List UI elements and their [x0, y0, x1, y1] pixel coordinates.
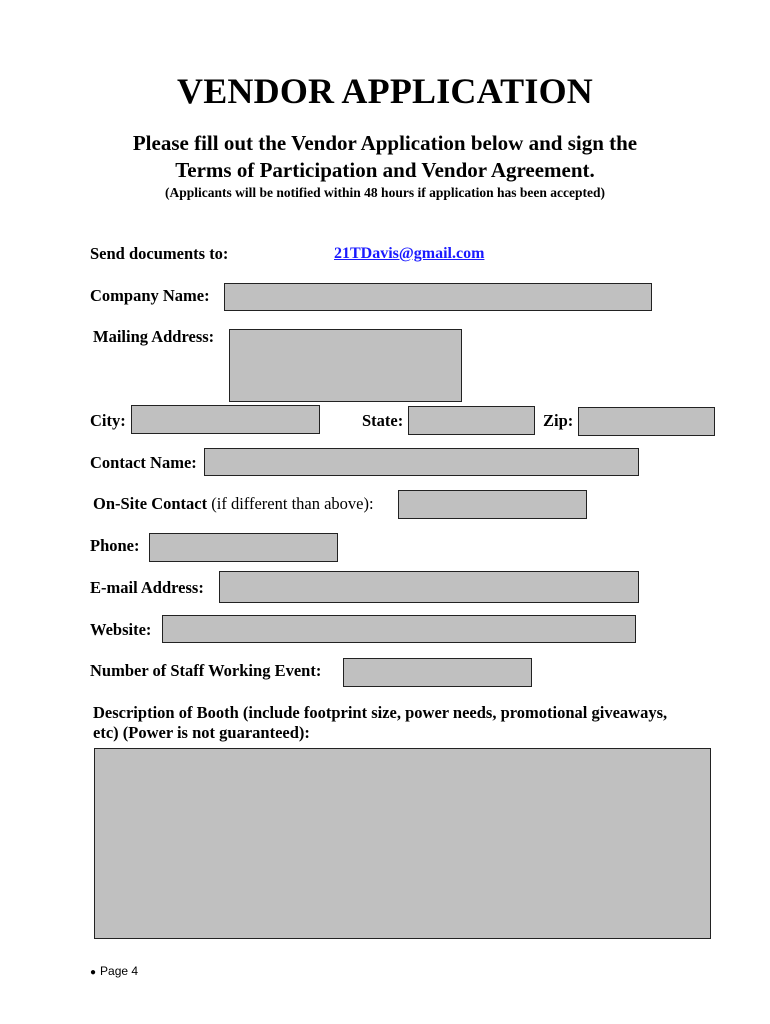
city-field[interactable]: [131, 405, 320, 434]
send-email-link[interactable]: 21TDavis@gmail.com: [334, 245, 485, 262]
onsite-contact-label-main: On-Site Contact: [93, 494, 208, 513]
onsite-contact-field[interactable]: [398, 490, 587, 519]
page-number: Page 4: [100, 964, 139, 978]
website-label: Website:: [90, 620, 152, 639]
onsite-contact-label: [93, 494, 374, 514]
staff-count-label: Number of Staff Working Event:: [90, 661, 322, 680]
company-name-label: Company Name:: [90, 286, 210, 305]
send-documents-label: Send documents to:: [90, 244, 229, 263]
mailing-address-label: Mailing Address:: [93, 327, 215, 346]
email-field[interactable]: [219, 571, 639, 603]
website-field[interactable]: [162, 615, 636, 643]
phone-field[interactable]: [149, 533, 338, 562]
booth-description-label-line-1: Description of Booth (include footprint size, power needs, promotional giveaways,: [93, 703, 668, 722]
booth-description-label-line-2: etc) (Power is not guaranteed):: [93, 723, 310, 742]
notification-note: (Applicants will be notified within 48 hours if application has been accepted): [165, 185, 605, 200]
email-label: E-mail Address:: [90, 578, 204, 597]
onsite-contact-label-suffix: (if different than above):: [211, 494, 374, 513]
contact-name-field[interactable]: [204, 448, 639, 476]
page-title: VENDOR APPLICATION: [177, 71, 593, 111]
contact-name-label: Contact Name:: [90, 453, 197, 472]
page-footer: [90, 964, 138, 978]
city-label: City:: [90, 411, 126, 430]
zip-field[interactable]: [578, 407, 715, 436]
state-field[interactable]: [408, 406, 535, 435]
booth-description-field[interactable]: [94, 748, 711, 939]
zip-label: Zip:: [543, 411, 574, 430]
state-label: State:: [362, 411, 404, 430]
phone-label: Phone:: [90, 536, 140, 555]
instructions-line-1: Please fill out the Vendor Application below and sign the: [132, 131, 638, 155]
staff-count-field[interactable]: [343, 658, 532, 687]
bullet-icon: ●: [90, 967, 97, 978]
mailing-address-field[interactable]: [229, 329, 462, 402]
company-name-field[interactable]: [224, 283, 652, 311]
instructions-line-2: Terms of Participation and Vendor Agreement.: [175, 158, 595, 182]
